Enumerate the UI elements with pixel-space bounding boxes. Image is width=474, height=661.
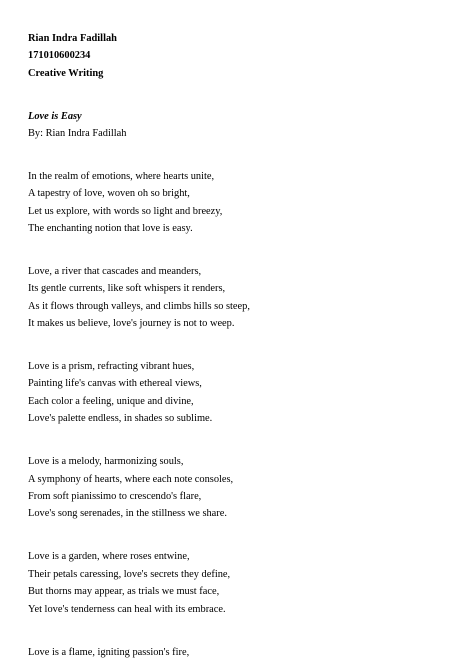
poem-line: Yet love's tenderness can heal with its embrace.: [28, 603, 226, 615]
poem-line: Their petals caressing, love's secrets they define,: [28, 568, 231, 580]
poem-line: Love's palette endless, in shades so sublime.: [28, 413, 213, 425]
poem-line: It makes us believe, love's journey is not to weep.: [28, 318, 235, 330]
poem-line: As it flows through valleys, and climbs hills so steep,: [28, 300, 250, 312]
poem-line: Love is a garden, where roses entwine,: [28, 551, 190, 563]
poem-stanza: [28, 453, 458, 523]
author-name: Rian Indra Fadillah: [28, 33, 117, 44]
poem-line: But thorns may appear, as trials we must face,: [28, 586, 220, 598]
poem-line: Love is a flame, igniting passion's fire,: [28, 646, 190, 658]
poem-line: Painting life's canvas with ethereal views,: [28, 378, 202, 390]
poem-byline: By: Rian Indra Fadillah: [28, 128, 127, 140]
poem-line: Its gentle currents, like soft whispers it renders,: [28, 283, 226, 295]
poem-line: A symphony of hearts, where each note consoles,: [28, 473, 234, 485]
poem-line: Each color a feeling, unique and divine,: [28, 395, 194, 407]
poem-line: Love, a river that cascades and meanders,: [28, 265, 202, 277]
document-page: [28, 30, 458, 661]
poem-stanza: [28, 644, 458, 661]
poem-line: In the realm of emotions, where hearts unite,: [28, 170, 215, 182]
poem-line: From soft pianissimo to crescendo's flare,: [28, 490, 202, 502]
poem-line: A tapestry of love, woven oh so bright,: [28, 188, 190, 200]
poem-stanza: [28, 548, 458, 618]
poem-line: Love's song serenades, in the stillness we share.: [28, 508, 227, 520]
student-id: 171010600234: [28, 50, 91, 62]
poem-line: Love is a melody, harmonizing souls,: [28, 456, 184, 468]
poem-stanza: [28, 168, 458, 238]
poem-stanza: [28, 358, 458, 428]
course-name: Creative Writing: [28, 67, 104, 79]
poem-title: Love is Easy: [28, 110, 82, 122]
poem-line: The enchanting notion that love is easy.: [28, 222, 193, 234]
poem-stanza: [28, 263, 458, 333]
document-header: [28, 30, 458, 82]
poem-line: Let us explore, with words so light and breezy,: [28, 205, 223, 217]
poem-line: Love is a prism, refracting vibrant hues,: [28, 361, 195, 373]
